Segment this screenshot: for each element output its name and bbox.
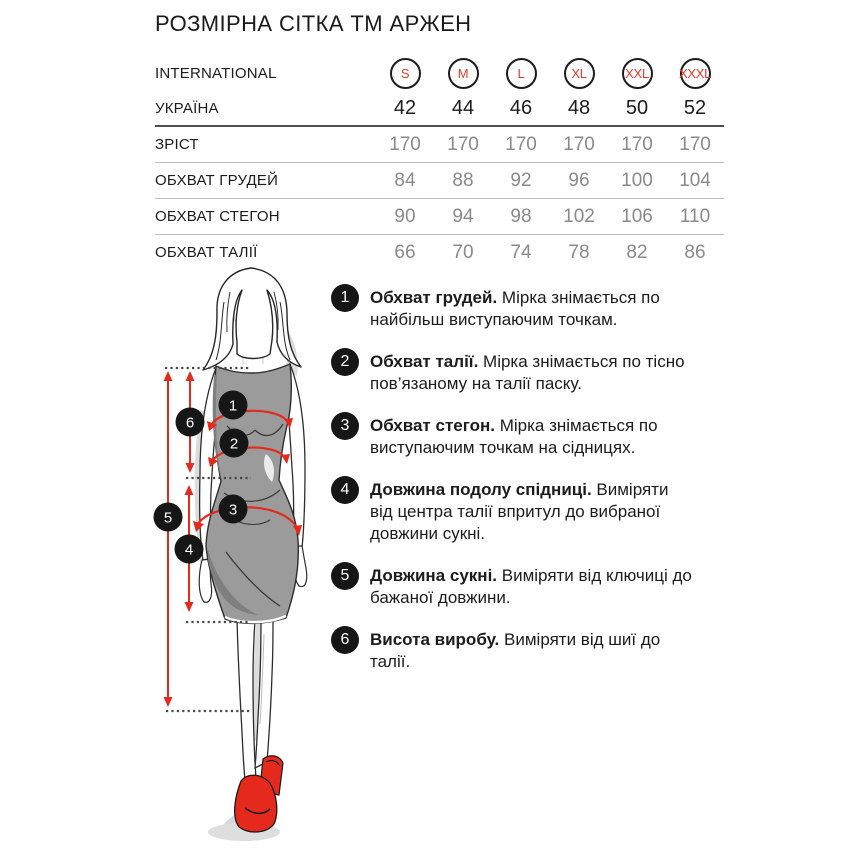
ua-size: 42	[393, 97, 417, 119]
value-cell: 170	[505, 133, 537, 155]
row-label: ЗРІСТ	[155, 136, 199, 153]
value-cell: 88	[452, 169, 474, 191]
table-row-height	[155, 127, 724, 163]
size-badge-s: S	[390, 58, 421, 89]
woman-dress-illustration	[140, 262, 340, 850]
value-cell: 96	[568, 169, 590, 191]
legend-number-badge: 4	[331, 476, 359, 504]
value-cell: 92	[510, 169, 532, 191]
marker-1: 1	[228, 397, 238, 415]
value-cell: 106	[621, 205, 653, 227]
row-label: ОБХВАТ ТАЛІЇ	[155, 244, 258, 261]
legend-number-badge: 1	[331, 284, 359, 312]
size-badge-xl: XL	[564, 58, 595, 89]
value-cell: 84	[394, 169, 416, 191]
value-cell: 100	[621, 169, 653, 191]
size-badge-xxxl: XXXL	[680, 58, 711, 89]
value-cell: 90	[394, 205, 416, 227]
table-row-hips	[155, 199, 724, 235]
page-title: РОЗМІРНА СІТКА ТМ АРЖЕН	[155, 11, 472, 36]
ua-size: 50	[625, 97, 649, 119]
legend-item-6	[331, 629, 696, 673]
value-cell: 170	[389, 133, 421, 155]
value-cell: 170	[563, 133, 595, 155]
size-badge-m: M	[448, 58, 479, 89]
legend-number-badge: 3	[331, 412, 359, 440]
value-cell: 170	[447, 133, 479, 155]
legend-number-badge: 6	[331, 626, 359, 654]
value-cell: 70	[452, 241, 474, 263]
legend-item-1	[331, 287, 696, 331]
value-cell: 86	[684, 241, 706, 263]
table-row-chest	[155, 163, 724, 199]
size-badge-l: L	[506, 58, 537, 89]
legend-number-badge: 2	[331, 348, 359, 376]
row-label: УКРАЇНА	[155, 100, 219, 117]
legend-item-5	[331, 565, 696, 609]
legend-description: Обхват грудей. Мірка знімається по найбільш виступаючим точкам.	[370, 288, 660, 329]
measurement-figure	[140, 262, 340, 850]
value-cell: 78	[568, 241, 590, 263]
ua-size: 44	[451, 97, 475, 119]
legend-item-2	[331, 351, 696, 395]
marker-5: 5	[163, 509, 173, 527]
legend-description: Обхват стегон. Мірка знімається по виступаючим точкам на сідницях.	[370, 416, 658, 457]
marker-2: 2	[229, 435, 239, 453]
ua-size: 52	[683, 97, 707, 119]
value-cell: 170	[679, 133, 711, 155]
row-label: ОБХВАТ ГРУДЕЙ	[155, 172, 279, 189]
legend-number-badge: 5	[331, 562, 359, 590]
value-cell: 74	[510, 241, 532, 263]
ua-size: 46	[509, 97, 533, 119]
legend-item-4	[331, 479, 696, 545]
row-label: ОБХВАТ СТЕГОН	[155, 208, 280, 225]
size-badge-xxl: XXL	[622, 58, 653, 89]
size-table	[155, 55, 724, 270]
value-cell: 170	[621, 133, 653, 155]
legend-item-3	[331, 415, 696, 459]
value-cell: 82	[626, 241, 648, 263]
value-cell: 98	[510, 205, 532, 227]
marker-6: 6	[185, 414, 195, 432]
ua-size: 48	[567, 97, 591, 119]
legend-description: Довжина подолу спідниці. Виміряти від центра талії впритул до вибраної довжини сукні.	[370, 480, 669, 543]
legend-description: Висота виробу. Виміряти від шиї до талії.	[370, 630, 661, 671]
table-row-ukraine	[155, 92, 724, 127]
legend-description: Довжина сукні. Виміряти від ключиці до бажаної довжини.	[370, 566, 692, 607]
value-cell: 94	[452, 205, 474, 227]
shoes	[235, 756, 283, 832]
value-cell: 110	[679, 205, 711, 227]
table-row-international	[155, 55, 724, 92]
marker-4: 4	[184, 541, 194, 559]
legend-description: Обхват талії. Мірка знімається по тісно пов’язаному на талії паску.	[370, 352, 685, 393]
value-cell: 102	[563, 205, 595, 227]
measurement-legend	[331, 287, 696, 693]
value-cell: 66	[394, 241, 416, 263]
marker-3: 3	[228, 501, 238, 519]
row-label: INTERNATIONAL	[155, 65, 277, 82]
value-cell: 104	[679, 169, 711, 191]
hair	[203, 268, 301, 370]
